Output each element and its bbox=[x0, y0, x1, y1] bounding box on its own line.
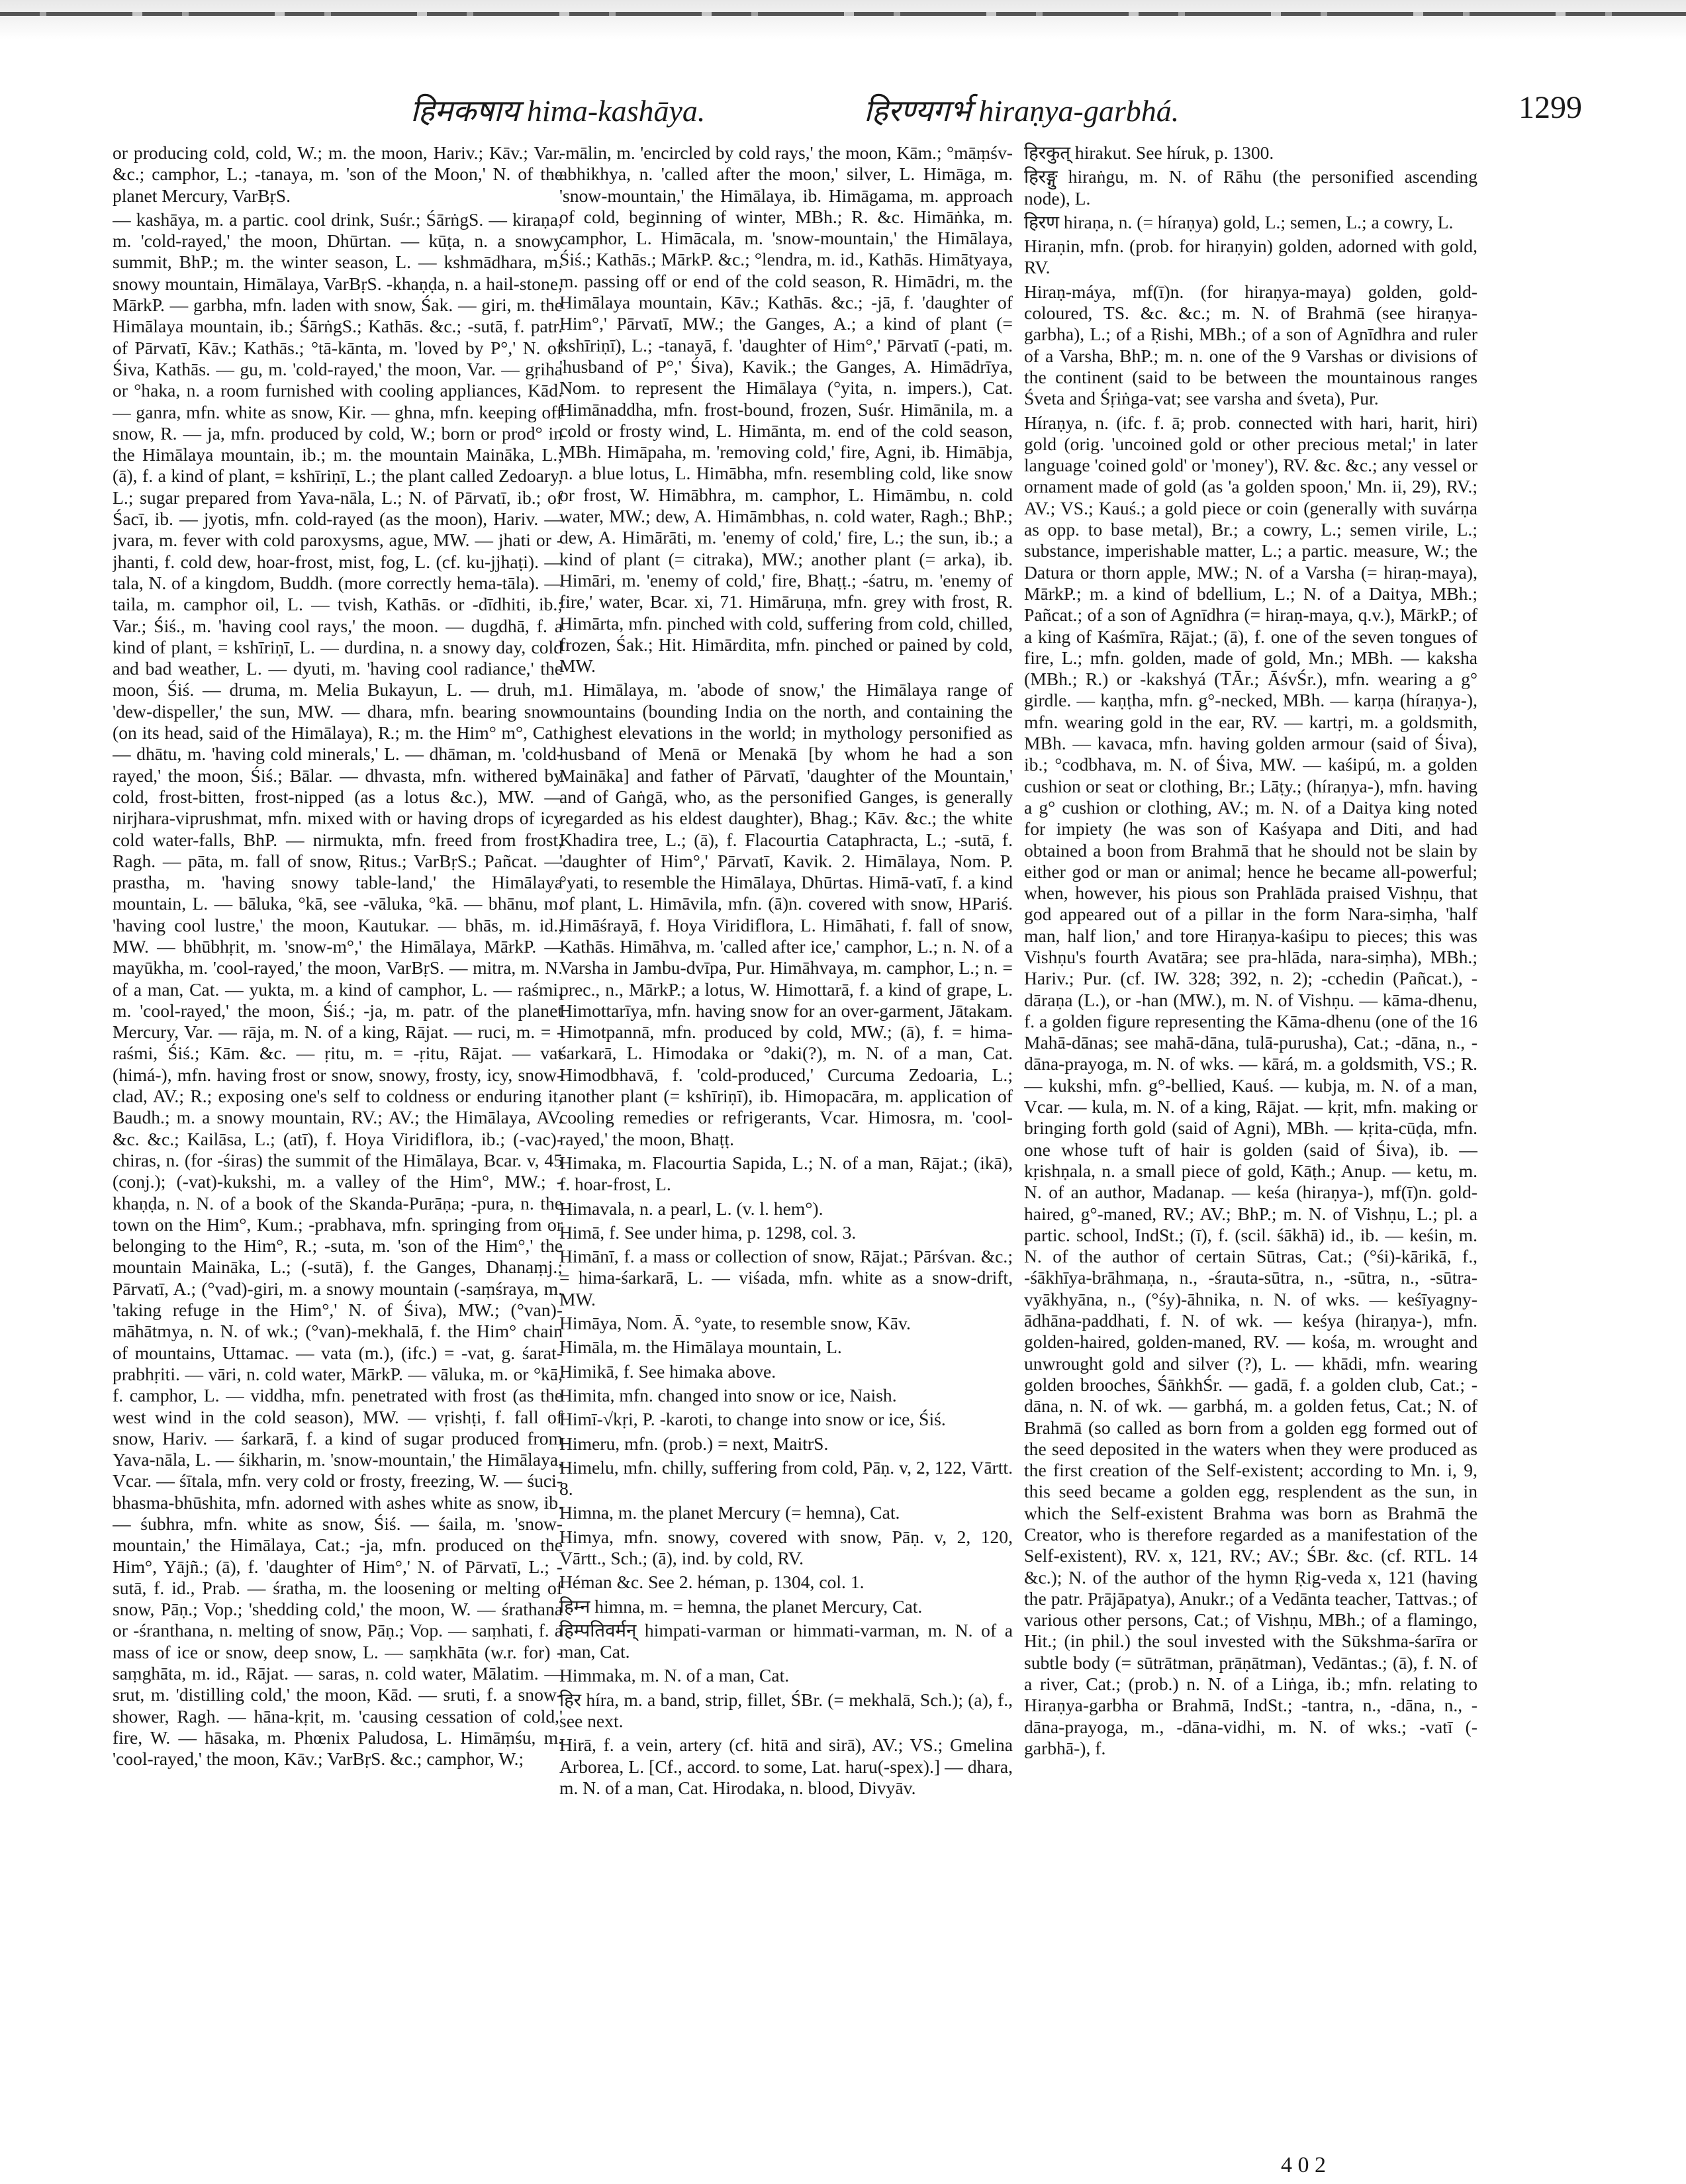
entry-paragraph: -mālin, m. 'encircled by cold rays,' the moon, Kām.; °māṃśv-abhikhya, n. 'called after the moon,' silver, L. Himāga, m. 'snow-mountain,' the Himālaya, ib. Himāgama, m. approach of cold, beginning of winter, MBh.; R. &c. Himāṅka, m. camphor, L. Himācala, m. 'snow-mountain,' the Himālaya, Śiś.; Kathās.; MārkP. &c.; °lendra, m. id., Kathās. Himātyaya, m. passing off or end of the cold season, R. Himādri, m. the Himālaya mountain, Kāv.; Kathās. &c.; -jā, f. 'daughter of Him°,' Pārvatī, MW.; the Ganges, A.; a kind of plant (= kshīriṇī), L.; -tanayā, f. 'daughter of Him°,' Pārvatī (-pati, m. 'husband of P°,' Śiva), Kavik.; the Ganges, A. Himādrīya, Nom. to represent the Himālaya (°yita, n. impers.), Cat. Himānaddha, mfn. frost-bound, frozen, Suśr. Himānila, m. a cold or frosty wind, L. Himānta, m. end of the cold season, MBh. Himāpaha, m. 'removing cold,' fire, Agni, ib. Himābja, n. a blue lotus, L. Himābha, mfn. resembling cold, like snow or frost, W. Himābhra, m. camphor, L. Himāmbu, n. cold water, MW.; dew, A. Himāmbhas, n. cold water, Ragh.; BhP.; dew, A. Himārāti, m. 'enemy of cold,' fire, L.; the sun, ib.; a kind of plant (= citraka), MW.; another plant (= arka), ib. Himāri, m. 'enemy of cold,' fire, Bhaṭṭ.; -śatru, m. 'enemy of fire,' water, Bcar. xi, 71. Himāruṇa, mfn. grey with frost, R. Himārta, mfn. pinched with cold, suffering from cold, chilled, frozen, Śak.; Hit. Himārdita, mfn. pinched or pained by cold, MW. bbox=[559, 142, 1013, 677]
page-number: 1299 bbox=[1519, 90, 1582, 125]
entry-paragraph: Himī-√kṛi, P. -karoti, to change into snow or ice, Śiś. bbox=[559, 1409, 946, 1430]
entry-paragraph: Hiraṇin, mfn. (prob. for hiraṇyin) golden, adorned with gold, RV. bbox=[1024, 236, 1477, 278]
entry-paragraph: Himeru, mfn. (prob.) = next, MaitrS. bbox=[559, 1433, 829, 1454]
entry-paragraph: हिरकुत् hirakut. See híruk, p. 1300. bbox=[1024, 142, 1274, 163]
entry-paragraph: हिरङ्गु hiraṅgu, m. N. of Rāhu (the personified ascending node), L. bbox=[1024, 166, 1477, 209]
entry-paragraph: Héman &c. See 2. héman, p. 1304, col. 1. bbox=[559, 1572, 865, 1593]
scan-top-rule bbox=[0, 12, 1686, 16]
entry-paragraph: Himita, mfn. changed into snow or ice, Naish. bbox=[559, 1384, 897, 1405]
dictionary-column-1 bbox=[113, 142, 563, 2148]
dictionary-column-2 bbox=[559, 142, 1013, 2148]
header-left-headword: हिमकषाय hima-kashāya. bbox=[410, 94, 706, 128]
scan-edge bbox=[0, 0, 1686, 40]
entry-paragraph: हिम्पतिवर्मन् himpati-varman or himmati-varman, m. N. of a man, Cat. bbox=[559, 1619, 1013, 1662]
entry-paragraph: Himelu, mfn. chilly, suffering from cold, Pāṇ. v, 2, 122, Vārtt. 8. bbox=[559, 1456, 1013, 1499]
header-right-headword: हिरण्यगर्भ hiraṇya-garbhá. bbox=[864, 94, 1180, 128]
entry-paragraph: हिरण hiraṇa, n. (= híraṇya) gold, L.; semen, L.; a cowry, L. bbox=[1024, 211, 1454, 232]
entry-paragraph: — kashāya, m. a partic. cool drink, Suśr.; ŚārṅgS. — kiraṇa, m. 'cold-rayed,' the moon, Dhūrtan. — kūṭa, n. a snowy summit, BhP.; m. the winter season, L. — kshmādhara, m. snowy mountain, Himālaya, VarBṛS. -khaṇḍa, n. a hail-stone, MārkP. — garbha, mfn. laden with snow, Śak. — giri, m. the Himālaya mountain, ib.; ŚārṅgS.; Kathās. &c.; -sutā, f. patr. of Pārvatī, Kāv.; Kathās.; °tā-kānta, m. 'loved by P°,' N. of Śiva, Kathās. — gu, m. 'cold-rayed,' the moon, Var. — gṛiha or °haka, n. a room furnished with cooling appliances, Kād. — ganra, mfn. white as snow, Kir. — ghna, mfn. keeping off snow, R. — ja, mfn. produced by cold, W.; born or prod° in the Himālaya mountain, ib.; m. the mountain Maināka, L.; (ā), f. a kind of plant, = kshīriṇī, L.; the plant called Zedoary, L.; sugar prepared from Yava-nāla, L.; N. of Pārvatī, ib.; of Śacī, ib. — jyotis, mfn. cold-rayed (as the moon), Hariv. — jvara, m. fever with cold paroxysms, ague, MW. — jhati or -jhanti, f. cold dew, hoar-frost, mist, fog, L. (cf. ku-jjhaṭi). — tala, N. of a kingdom, Buddh. (more correctly hema-tāla). — taila, m. camphor oil, L. — tvish, Kathās. or -dīdhiti, ib.; Var.; Śiś., m. 'having cool rays,' the moon. — dugdhā, f. a kind of plant, = kshīriṇī, L. — durdina, n. a snowy day, cold and bad weather, L. — dyuti, m. 'having cool radiance,' the moon, Śiś. — druma, m. Melia Bukayun, L. — druh, m. 'dew-dispeller,' the sun, MW. — dhara, mfn. bearing snow (on its head, said of the Himālaya), R.; m. the Him° m°, Cat. — dhātu, m. 'having cold minerals,' L. — dhāman, m. 'cold-rayed,' the moon, Śiś.; Bālar. — dhvasta, mfn. withered by cold, frost-bitten, frost-nipped (as a lotus &c.), MW. — nirjhara-viprushmat, mfn. mixed with or having drops of icy cold water-falls, BhP. — nirmukta, mfn. freed from frost, Ragh. — pāta, m. fall of snow, Ṛitus.; VarBṛS.; Pañcat. — prastha, m. 'having snowy table-land,' the Himālaya mountain, L. — bāluka, °kā, see -vāluka, °kā. — bhānu, m. 'having cool lustre,' the moon, Kautukar. — bhās, m. id., MW. — bhūbhṛit, m. 'snow-m°,' the Himālaya, MārkP. — mayūkha, m. 'cool-rayed,' the moon, VarBṛS. — mitra, m. N. of a man, Cat. — yukta, m. a kind of camphor, L. — raśmi, m. 'cool-rayed,' the moon, Śiś.; -ja, m. patr. of the planet Mercury, Var. — rāja, m. N. of a king, Rājat. — ruci, m. = -raśmi, Śiś.; Kām. &c. — ṛitu, m. = -ṛitu, Rājat. — vat (himá-), mfn. having frost or snow, snowy, frosty, icy, snow-clad, AV.; R.; exposing one's self to coldness or enduring it, Baudh.; m. a snowy mountain, RV.; AV.; the Himālaya, AV. &c. &c.; Kailāsa, L.; (atī), f. Hoya Viridiflora, ib.; (-vac)-chiras, n. (for -śiras) the summit of the Himālaya, Bcar. v, 45 (conj.); (-vat)-kukshi, m. a valley of the Him°, MW.; -khaṇḍa, n. N. of a book of the Skanda-Purāṇa; -pura, n. the town on the Him°, Kum.; -prabhava, mfn. springing from or belonging to the Him°, R.; -suta, m. 'son of the Him°,' the mountain Maināka, L.; (-sutā), f. the Ganges, Dhanaṃj.; Pārvatī, A.; (°vad)-giri, m. a snowy mountain (-saṃśraya, m. 'taking refuge in the Him°,' N. of Śiva), MW.; (°van)-māhātmya, n. N. of wk.; (°van)-mekhalā, f. the Him° chain of mountains, Uttamac. — vata (m.), (ifc.) = -vat, g. śarat-prabhṛiti. — vāri, n. cold water, MārkP. — vāluka, m. or °kā, f. camphor, L. — viddha, mfn. penetrated with frost (as the west wind in the cold season), MW. — vṛishṭi, f. fall of snow, Hariv. — śarkarā, f. a kind of sugar produced from Yava-nāla, L. — śikharin, m. 'snow-mountain,' the Himālaya, Vcar. — śītala, mfn. very cold or frosty, freezing, W. — śuci-bhasma-bhūshita, mfn. adorned with ashes white as snow, ib. — śubhra, mfn. white as snow, Śiś. — śaila, m. 'snow-mountain,' the Himālaya, Cat.; -ja, mfn. produced on the Him°, Yājñ.; (ā), f. 'daughter of Him°,' N. of Pārvatī, L.; -sutā, f. id., Prab. — śratha, m. the loosening or melting of snow, Pāṇ.; Vop.; 'shedding cold,' the moon, W. — śrathana or -śranthana, n. melting of snow, Pāṇ.; Vop. — saṃhati, f. a mass of ice or snow, deep snow, L. — saṃkhāta (w.r. for) -saṃghāta, m. id., Rājat. — saras, n. cold water, Mālatim. — srut, m. 'distilling cold,' the moon, Kād. — sruti, f. a snow-shower, Ragh. — hāna-kṛit, m. 'causing cessation of cold,' fire, W. — hāsaka, m. Phœnix Paludosa, L. Himāṃśu, m. 'cool-rayed,' the moon, Kāv.; VarBṛS. &c.; camphor, W.; bbox=[113, 209, 563, 1770]
entry-paragraph: Himāya, Nom. Ā. °yate, to resemble snow, Kāv. bbox=[559, 1313, 911, 1334]
entry-paragraph: Himānī, f. a mass or collection of snow, Rājat.; Pārśvan. &c.; = hima-śarkarā, L. — viśada, mfn. white as a snow-drift, MW. bbox=[559, 1246, 1013, 1309]
entry-paragraph: हिम्न himna, m. = hemna, the planet Mercury, Cat. bbox=[559, 1595, 923, 1617]
entry-paragraph: Hirā, f. a vein, artery (cf. hitā and sirā), AV.; VS.; Gmelina Arborea, L. [Cf., accord. to some, Lat. haru(-spex).] — dhara, m. N. of a man, Cat. Hirodaka, n. blood, Divyāv. bbox=[559, 1734, 1013, 1798]
entry-paragraph: Himna, m. the planet Mercury (= hemna), Cat. bbox=[559, 1502, 900, 1523]
entry-paragraph: Himikā, f. See himaka above. bbox=[559, 1360, 776, 1382]
entry-paragraph: Himavala, n. a pearl, L. (v. l. hem°). bbox=[559, 1198, 823, 1219]
entry-paragraph: Himā, f. See under hima, p. 1298, col. 3. bbox=[559, 1221, 857, 1243]
entry-paragraph: Híraṇya, n. (ifc. f. ā; prob. connected with hari, harit, hiri) gold (orig. 'uncoined gold or other precious metal;' in later language 'coined gold' or 'money'), RV. &c. &c.; any vessel or ornament made of gold (as 'a golden spoon,' Mn. ii, 29), RV.; AV.; VS.; Kauś.; a gold piece or coin (generally with suvárṇa as opp. to base metal), Br.; a cowry, L.; semen virile, L.; substance, imperishable matter, L.; a partic. measure, W.; the Datura or thorn apple, MW.; N. of a Varsha (= hiraṇ-maya), MārkP.; m. a kind of bdellium, L.; N. of a Daitya, MBh.; Pañcat.; of a son of Agnīdhra (= hiraṇ-maya, q.v.), MārkP.; of a king of Kaśmīra, Rājat.; (ā), f. one of the seven tongues of fire, L.; mfn. golden, made of gold, Mn.; MBh. — kaksha (MBh.; R.) or -kakshyá (TĀr.; ĀśvŚr.), mfn. wearing a g° girdle. — kaṇṭha, mfn. g°-necked, MBh. — karṇa (híraṇya-), mfn. wearing gold in the ear, RV. — kartṛi, m. a goldsmith, MBh. — kavaca, mfn. having golden armour (said of Śiva), ib.; °codbhava, m. N. of Śiva, MW. — kaśipú, m. a golden cushion or seat or clothing, Br.; Lāṭy.; (híraṇya-), mfn. having a g° cushion or clothing, AV.; m. N. of a Daitya king noted for impiety (he was son of Kaśyapa and Diti, and had obtained a boon from Brahmā that he should not be slain by either god or man or animal; hence he became all-powerful; when, however, his pious son Prahlāda praised Vishṇu, that god appeared out of a pillar in the form Nara-siṃha, 'half man, half lion,' and tore Hiraṇya-kaśipu to pieces; this was Vishṇu's fourth Avatāra; see pra-hlāda, nara-siṃha), MBh.; Hariv.; Pur. (cf. IW. 328; 392, n. 2); -cchedin (Pañcat.), -dāraṇa (L.), or -han (MW.), m. N. of Vishṇu. — kāma-dhenu, f. a golden figure representing the Kāma-dhenu (one of the 16 Mahā-dānas; see mahā-dāna, tulā-purusha), Cat.; -dāna, n., -dāna-prayoga, m. N. of wks. — kārá, m. a goldsmith, VS.; R. — kukshi, mfn. g°-bellied, Kauś. — kubja, m. N. of a man, Vcar. — kula, m. N. of a king, Rājat. — kṛit, mfn. making or bringing forth gold (said of Agni), MBh. — kṛita-cūḍa, mfn. one whose tuft of hair is golden (said of Śiva), ib. — kṛishṇala, n. a small piece of gold, Kāṭh.; Anup. — ketu, m. N. of an author, Madanap. — keśa (hiraṇya-), mf(ī)n. gold-haired, g°-maned, RV.; AV.; BhP.; m. N. of Vishṇu, L.; pl. a partic. school, IndSt.; (ī), f. (scil. śākhā) id., ib. — keśin, m. N. of the author of certain Sūtras, Cat.; (°śi)-kārikā, f., -śākhīya-brāhmaṇa, n., -śrauta-sūtra, n., -sūtra, n., -sūtra-vyākhyāna, n., (°śy)-āhnika, n. N. of wks. — keśīyagny-ādhāna-paddhati, f. N. of wk. — keśya (hiraṇya-), mfn. golden-haired, golden-maned, RV. — kośa, m. wrought and unwrought gold and silver (?), L. — khādi, mfn. wearing golden brooches, ŚāṅkhŚr. — gadā, f. a golden club, Cat.; -dāna, n. N. of wk. — garbhá, m. a golden fetus, Cat.; N. of Brahmā (so called as born from a golden egg formed out of the seed deposited in the waters when they were produced as the first creation of the Self-existent; according to Mn. i, 9, this seed became a golden egg, resplendent as the sun, in which the Self-existent Brahma was born as Brahmā the Creator, who is therefore regarded as a manifestation of the Self-existent), RV. x, 121, RV.; AV.; ŚBr. &c. (cf. RTL. 14 &c.); N. of the author of the hymn Ṛig-veda x, 121 (having the patr. Prājāpatya), Anukr.; of a Vedānta teacher, Tattvas.; of various other persons, Cat.; of Vishṇu, MBh.; of a flamingo, Hit.; (in phil.) the soul invested with the Sūkshma-śarīra or subtle body (= sūtrātman, prāṇātman), Vedāntas.; (ā), f. N. of a river, Cat.; (prob.) n. N. of a Liṅga, ib.; mfn. relating to Hiraṇya-garbha or Brahmā, IndSt.; -tantra, n., -dāna, n., -dāna-prayoga, m., -dāna-vidhi, m. N. of wks.; -vatī (-garbhā-), f. bbox=[1024, 412, 1477, 1758]
entry-paragraph: Himmaka, m. N. of a man, Cat. bbox=[559, 1665, 790, 1686]
entry-paragraph: Hiraṇ-máya, mf(ī)n. (for hiraṇya-maya) golden, gold-coloured, TS. &c. &c.; m. N. of Brahmā (see hiraṇya-garbha), L.; of a Ṛishi, MBh.; of a son of Agnīdhra and ruler of a Varsha, BhP.; m. n. one of the 9 Varshas or divisions of the continent (said to be between the mountainous ranges Śveta and Śṛiṅga-vat; see varsha and śveta), Pur. bbox=[1024, 281, 1477, 409]
entry-paragraph: 1. Himālaya, m. 'abode of snow,' the Himālaya range of mountains (bounding India on the north, and containing the highest elevations in the world; in mythology personified as husband of Menā or Menakā [by whom he had a son Maināka] and father of Pārvatī, 'daughter of the Mountain,' and of Gaṅgā, who, as the personified Ganges, is generally regarded as his eldest daughter), Bhag.; Kāv. &c.; the white Khadira tree, L.; (ā), f. Flacourtia Cataphracta, L.; -sutā, f. 'daughter of Him°,' Pārvatī, Kavik. 2. Himālaya, Nom. P. °yati, to resemble the Himālaya, Dhūrtas. Himā-vatī, f. a kind of plant, L. Himāvila, mfn. (ā)n. covered with snow, HPariś. Himāśrayā, f. Hoya Viridiflora, L. Himāhati, f. fall of snow, Kathās. Himāhva, m. 'called after ice,' camphor, L.; n. N. of a Varsha in Jambu-dvīpa, Pur. Himāhvaya, m. camphor, L.; n. = prec., n., MārkP.; a lotus, W. Himottarā, f. a kind of grape, L. Himottarīya, mfn. having snow for an over-garment, Jātakam. Himotpannā, mfn. produced by cold, MW.; (ā), f. = hima-śarkarā, L. Himodaka or °daki(?), m. N. of a man, Cat. Himodbhavā, f. 'cold-produced,' Curcuma Zedoaria, L.; another plant (= kshīriṇī), ib. Himopacāra, m. application of cooling remedies or refrigerants, Vcar. Himosra, m. 'cool-rayed,' the moon, Bhaṭṭ. bbox=[559, 679, 1013, 1149]
running-header bbox=[99, 89, 1582, 136]
entry-paragraph: Himāla, m. the Himālaya mountain, L. bbox=[559, 1337, 842, 1358]
entry-paragraph: हिर híra, m. a band, strip, fillet, ŚBr. (= mekhalā, Sch.); (a), f., see next. bbox=[559, 1689, 1013, 1732]
entry-paragraph: Himya, mfn. snowy, covered with snow, Pāṇ. v, 2, 120, Vārtt., Sch.; (ā), ind. by cold, RV. bbox=[559, 1526, 1013, 1568]
entry-paragraph: Himaka, m. Flacourtia Sapida, L.; N. of a man, Rājat.; (ikā), f. hoar-frost, L. bbox=[559, 1152, 1013, 1195]
dictionary-column-3 bbox=[1024, 142, 1477, 2148]
entry-paragraph: or producing cold, cold, W.; m. the moon, Hariv.; Kāv.; Var. &c.; camphor, L.; -tanaya, m. 'son of the Moon,' N. of the planet Mercury, VarBṛS. bbox=[113, 142, 563, 206]
signature-mark: 4 0 2 bbox=[1281, 2153, 1326, 2177]
